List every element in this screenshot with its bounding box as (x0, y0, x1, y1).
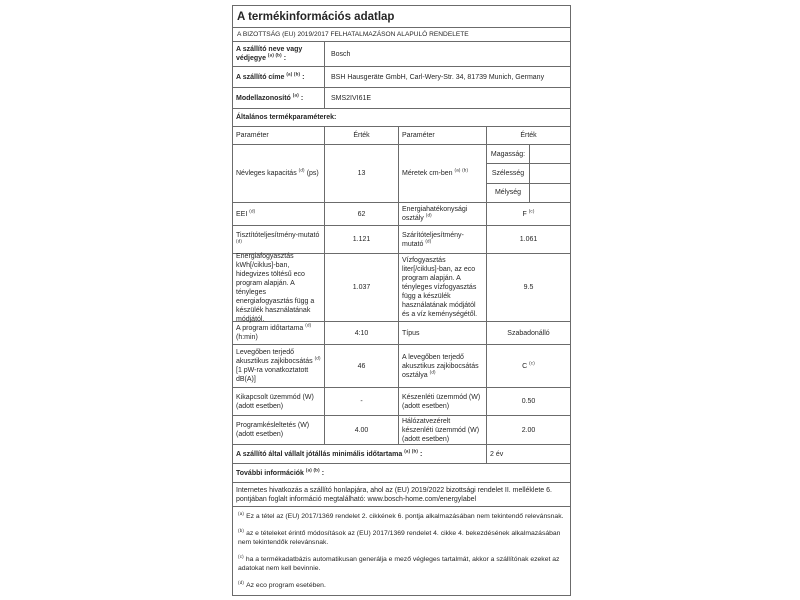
capacity-label: Névleges kapacitás $^{(d)}$ (ps) (236, 167, 319, 177)
energy-consumption-label: Energiafogyasztás kWh[/ciklus]-ban, hidegvizes töltésű eco program alapján. A tényleges energiafogyasztás függ a készülék használatának módjától. (236, 252, 315, 323)
dimensions-subtable (486, 145, 570, 202)
noise-class-value: C $^{(c)}$ (486, 345, 570, 387)
noise-value: 46 (324, 345, 398, 387)
delay-networked-row (233, 416, 570, 445)
delay-start-label: Programkésleltetés (W) (adott esetben) (236, 422, 310, 438)
standby-mode-label: Készenléti üzemmód (W) (adott esetben) (398, 388, 486, 415)
col-header-value-1: Érték (324, 127, 398, 144)
capacity-value: 13 (324, 145, 398, 202)
dimension-width-label: Szélesség (487, 164, 530, 182)
eei-label: EEI $^{(d)}$ (236, 208, 256, 218)
networked-standby-value: 2.00 (486, 416, 570, 444)
cleaning-drying-row (233, 226, 570, 254)
networked-standby-label: Hálózatvezérelt készenléti üzemmód (W) (adott esetben) (398, 416, 486, 444)
dimension-row-height (487, 145, 570, 164)
footnote-a: $^{(a)}$ Ez a tétel az (EU) 2017/1369 rendelet 2. cikkének 6. pontja alkalmazásában nem tekintendő relevánsnak. (238, 510, 564, 520)
weblink-text: Internetes hivatkozás a szállító honlapjára, ahol az (EU) 2019/2022 bizottsági rendelet II. melléklete 6. pontjában foglalt információ megtalálható: www.bosch-home.com/energylabel (236, 486, 552, 503)
regulation-subtitle: A BIZOTTSÁG (EU) 2019/2017 FELHATALMAZÁSON ALAPULÓ RENDELETE (237, 31, 469, 38)
supplier-name-value: Bosch (324, 42, 570, 66)
noise-label: Levegőben terjedő akusztikus zajkibocsátás $^{(d)}$ [1 pW-ra vonatkoztatott dB(A)] (236, 349, 321, 383)
footnote-c: $^{(c)}$ ha a termékadatbázis automatikusan generálja e mező végleges tartalmát, akkor a szállítónak ezeket az adatokat nem kell bevinnie. (238, 553, 560, 572)
additional-info-label: További információk $^{(a) (b)}$ : (236, 467, 325, 477)
col-header-parameter-1: Paraméter (236, 132, 269, 139)
model-identifier-row (233, 88, 570, 109)
drying-index-label: Szárítóteljesítmény-mutató $^{(d)}$ (398, 226, 486, 253)
water-consumption-value: 9.5 (486, 254, 570, 321)
footnote-b: $^{(b)}$ az e tételeket érintő módosítások az (EU) 2017/1369 rendelet 4. cikke 4. bekezdésének alkalmazásában nem tekintendők relevánsnak. (238, 527, 561, 546)
duration-label: A program időtartama $^{(d)}$ (h:min) (236, 322, 312, 341)
dimension-height-label: Magasság: (487, 145, 530, 163)
duration-type-row (233, 322, 570, 345)
type-value: Szabadonálló (486, 322, 570, 344)
model-identifier-value: SMS2IVI61E (324, 88, 570, 108)
dimension-row-width (487, 164, 570, 183)
col-header-parameter-2: Paraméter (398, 127, 486, 144)
supplier-name-row (233, 42, 570, 67)
water-consumption-label: Vízfogyasztás liter[/ciklus]-ban, az eco program alapján. A tényleges vízfogyasztás függ a készülék használatának módjától és a víz keménységétől. (398, 254, 486, 321)
energy-class-value: F $^{(c)}$ (486, 203, 570, 225)
off-mode-label: Kikapcsolt üzemmód (W) (adott esetben) (236, 393, 314, 410)
energy-water-row (233, 254, 570, 322)
energy-class-label: Energiahatékonysági osztály $^{(d)}$ (398, 203, 486, 225)
col-header-value-2: Érték (486, 127, 570, 144)
additional-info-row (233, 464, 570, 483)
delay-start-value: 4.00 (324, 416, 398, 444)
weblink-row (233, 483, 570, 507)
duration-value: 4:10 (324, 322, 398, 344)
energy-consumption-value: 1.037 (324, 254, 398, 321)
section-header-row (233, 109, 570, 127)
subtitle-row (233, 28, 570, 42)
dimension-depth-label: Mélység (487, 184, 530, 202)
supplier-address-label: A szállító címe $^{(a) (b)}$ : (236, 71, 305, 81)
offmode-standby-row (233, 388, 570, 416)
cleaning-index-value: 1.121 (324, 226, 398, 253)
dimension-depth-value (530, 184, 570, 202)
standby-mode-value: 0.50 (486, 388, 570, 415)
product-information-sheet (232, 5, 571, 596)
dimensions-label: Méretek cm-ben $^{(a) (b)}$ (398, 145, 486, 202)
dimension-row-depth (487, 184, 570, 202)
dimension-width-value (530, 164, 570, 182)
off-mode-value: - (324, 388, 398, 415)
guarantee-label: A szállító által vállalt jótállás minimális időtartama $^{(a) (b)}$ : (236, 448, 423, 458)
type-label: Típus (398, 322, 486, 344)
drying-index-value: 1.061 (486, 226, 570, 253)
title-row (233, 6, 570, 28)
supplier-address-row (233, 67, 570, 88)
guarantee-row (233, 445, 570, 464)
noise-class-label: A levegőben terjedő akusztikus zajkibocsátás osztálya $^{(d)}$ (398, 345, 486, 387)
supplier-name-label: A szállító neve vagy védjegye $^{(a) (b)}$ : (236, 46, 303, 62)
capacity-dimensions-row (233, 145, 570, 203)
page-title: A termékinformációs adatlap (237, 10, 395, 23)
table-header-row (233, 127, 570, 145)
supplier-address-value: BSH Hausgeräte GmbH, Carl-Wery-Str. 34, 81739 Munich, Germany (324, 67, 570, 87)
footnotes-section (233, 507, 570, 595)
guarantee-value: 2 év (486, 445, 570, 463)
dimension-height-value (530, 145, 570, 163)
eei-energy-class-row (233, 203, 570, 226)
cleaning-index-label: Tisztítóteljesítmény-mutató $^{(d)}$ (236, 231, 320, 244)
eei-value: 62 (324, 203, 398, 225)
general-parameters-heading: Általános termékparaméterek: (236, 114, 337, 121)
model-identifier-label: Modellazonosító $^{(a)}$ : (236, 92, 304, 102)
noise-row (233, 345, 570, 388)
footnote-d: $^{(d)}$ Az eco program esetében. (238, 579, 326, 589)
